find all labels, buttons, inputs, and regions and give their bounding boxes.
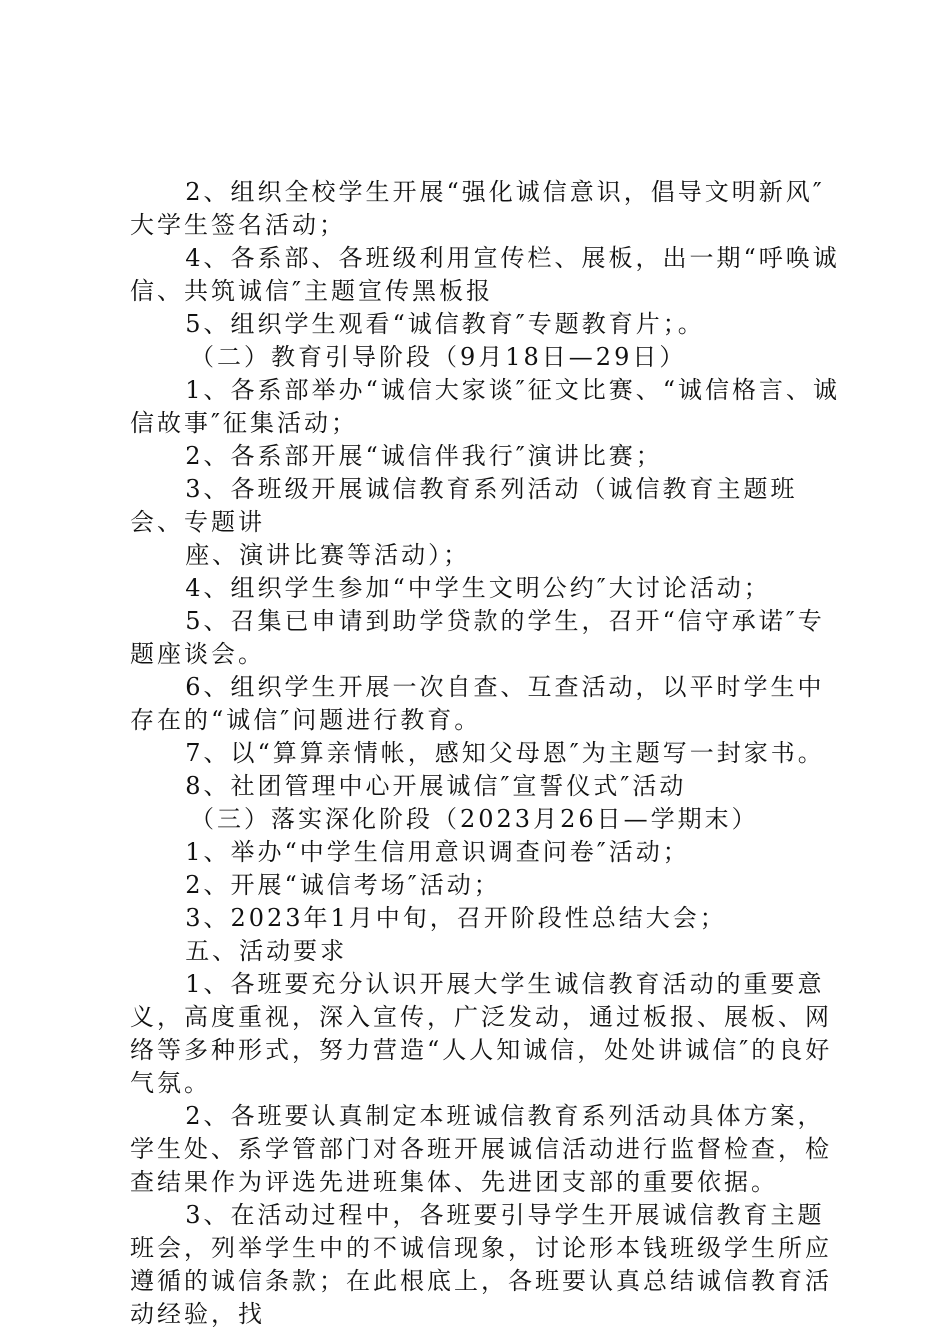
paragraph-essay-contest: 1、各系部举办“诚信大家谈″征文比赛、“诚信格言、诚信故事″征集活动； (130, 376, 840, 437)
paragraph-signature-activity: 2、组织全校学生开展“强化诚信意识，倡导文明新风″大学生签名活动； (130, 178, 825, 239)
paragraph-class-activities-continued: 座、演讲比赛等活动）； (185, 541, 471, 569)
paragraph-loan-forum: 5、召集已申请到助学贷款的学生，召开“信守承诺″专题座谈会。 (130, 607, 825, 668)
paragraph-requirement-3: 3、在活动过程中，各班要引导学生开展诚信教育主题班会，列举学生中的不诚信现象，讨论形本钱班级学生所应遵循的诚信条款；在此根底上，各班要认真总结诚信教育活动经验，找 (130, 1201, 832, 1328)
paragraph-class-activities: 3、各班级开展诚信教育系列活动（诚信教育主题班会、专题讲 (130, 475, 798, 536)
paragraph-requirement-1: 1、各班要充分认识开展大学生诚信教育活动的重要意义，高度重视，深入宣传，广泛发动，通过板报、展板、网络等多种形式，努力营造“人人知诚信，处处讲诚信″的良好气氛。 (130, 970, 833, 1097)
section-heading-guidance-stage: （二）教育引导阶段（9月18日—29日） (190, 343, 687, 371)
paragraph-questionnaire: 1、举办“中学生信用意识调查问卷″活动； (185, 838, 690, 866)
paragraph-oath-ceremony: 8、社团管理中心开展诚信″宣誓仪式″活动 (185, 772, 687, 800)
section-heading-deepening-stage: （三）落实深化阶段（2023月26日—学期末） (190, 805, 759, 833)
paragraph-education-film: 5、组织学生观看“诚信教育″专题教育片；。 (185, 310, 705, 338)
paragraph-summary-meeting: 3、2023年1月中旬，召开阶段性总结大会； (185, 904, 727, 932)
document-body (130, 176, 840, 1331)
paragraph-self-check: 6、组织学生开展一次自查、互查活动，以平时学生中存在的“诚信″问题进行教育。 (130, 673, 825, 734)
paragraph-civility-discussion: 4、组织学生参加“中学生文明公约″大讨论活动； (185, 574, 771, 602)
paragraph-blackboard-report: 4、各系部、各班级利用宣传栏、展板，出一期“呼唤诚信、共筑诚信″主题宣传黑板报 (130, 244, 840, 305)
paragraph-speech-contest: 2、各系部开展“诚信伴我行″演讲比赛； (185, 442, 663, 470)
paragraph-honest-exam: 2、开展“诚信考场″活动； (185, 871, 501, 899)
paragraph-family-letter: 7、以“算算亲情帐，感知父母恩″为主题写一封家书。 (185, 739, 825, 767)
section-heading-requirements: 五、活动要求 (185, 937, 348, 965)
paragraph-requirement-2: 2、各班要认真制定本班诚信教育系列活动具体方案，学生处、系学管部门对各班开展诚信活动进行监督检查，检查结果作为评选先进班集体、先进团支部的重要依据。 (130, 1102, 832, 1196)
